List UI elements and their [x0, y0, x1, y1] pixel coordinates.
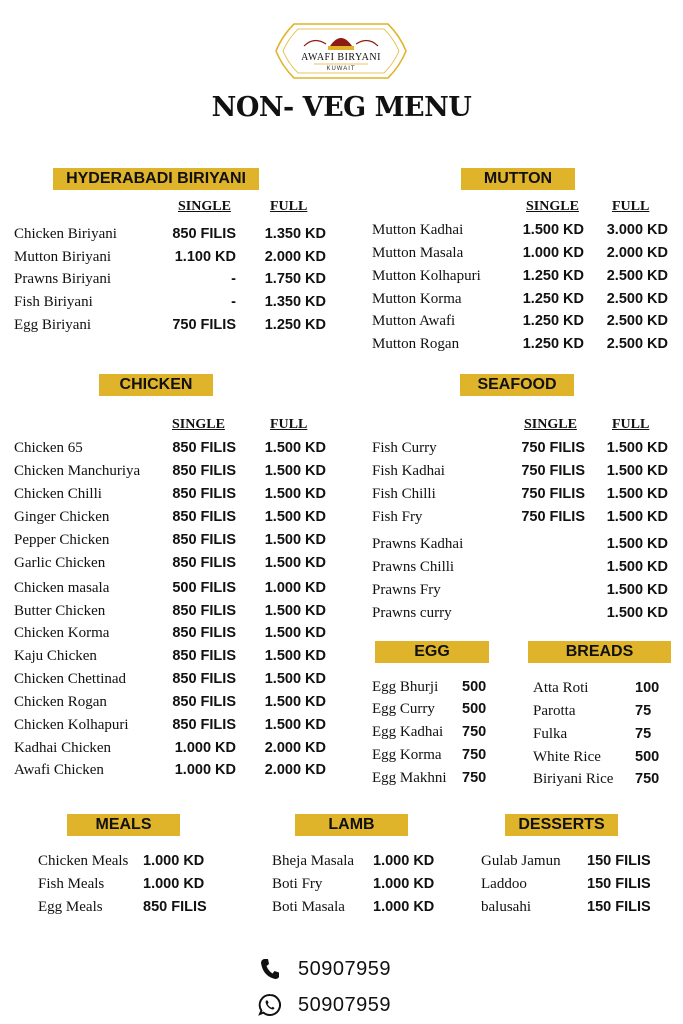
item-name: Mutton Kolhapuri [372, 268, 481, 284]
item-price-full: 1.500 KD [606, 509, 668, 525]
item-price: 150 FILIS [587, 876, 651, 892]
item-name: Mutton Awafi [372, 313, 456, 329]
menu-item [481, 876, 667, 896]
menu-item [14, 294, 326, 314]
item-price-single: 750 FILIS [521, 440, 585, 456]
item-price-full: 1.750 KD [264, 271, 326, 287]
column-single-hyderabadi: SINGLE [178, 199, 231, 214]
menu-item [272, 853, 453, 873]
page-title: NON- VEG MENU [211, 92, 472, 123]
item-price-full: 1.500 KD [606, 440, 668, 456]
menu-item [272, 876, 453, 896]
menu-item [372, 747, 542, 767]
item-name: balusahi [481, 899, 531, 915]
menu-item [372, 509, 668, 529]
item-name: Mutton Masala [372, 245, 464, 261]
item-price-single: 1.250 KD [522, 291, 584, 307]
item-name: Egg Makhni [372, 770, 447, 786]
menu-item [372, 605, 668, 625]
menu-item [14, 555, 326, 575]
menu-item [14, 249, 326, 269]
item-name: Boti Fry [272, 876, 323, 892]
section-header-meals: MEALS [67, 814, 180, 836]
brand-logo [274, 18, 408, 84]
item-name: Chicken Rogan [14, 694, 107, 710]
menu-item [533, 771, 683, 791]
item-name: Prawns curry [372, 605, 452, 621]
item-price-full: 1.000 KD [264, 580, 326, 596]
item-price-single: 850 FILIS [172, 648, 236, 664]
menu-item [14, 625, 326, 645]
item-price-full: 1.500 KD [264, 440, 326, 456]
item-price: 500 [462, 701, 487, 717]
item-price-full: 1.500 KD [264, 463, 326, 479]
menu-item [38, 899, 223, 919]
item-price-single: 850 FILIS [172, 555, 236, 571]
item-price-full: 2.500 KD [606, 336, 668, 352]
menu-item [14, 317, 326, 337]
item-price-full: 1.500 KD [606, 559, 668, 575]
item-name: Bheja Masala [272, 853, 355, 869]
item-name: Ginger Chicken [14, 509, 110, 525]
item-name: Fish Kadhai [372, 463, 445, 479]
item-price-full: 1.500 KD [606, 605, 668, 621]
item-price: 500 [635, 749, 660, 765]
item-price-single: 850 FILIS [172, 440, 236, 456]
column-full-chicken: FULL [270, 417, 308, 432]
brand-name: AWAFI BIRYANI [301, 52, 381, 63]
item-name: Atta Roti [533, 680, 589, 696]
item-price-single: 1.000 KD [522, 245, 584, 261]
column-full-mutton: FULL [612, 199, 650, 214]
item-price-full: 1.500 KD [606, 463, 668, 479]
item-price: 100 [635, 680, 660, 696]
item-price-full: 2.000 KD [264, 740, 326, 756]
item-name: Kadhai Chicken [14, 740, 112, 756]
section-header-desserts: DESSERTS [505, 814, 618, 836]
column-single-seafood: SINGLE [524, 417, 577, 432]
menu-item [372, 536, 668, 556]
item-price: 750 [462, 770, 487, 786]
item-name: Pepper Chicken [14, 532, 110, 548]
item-price: 850 FILIS [143, 899, 207, 915]
menu-item [372, 559, 668, 579]
menu-item [372, 770, 542, 790]
menu-item [533, 680, 683, 700]
item-name: Chicken Meals [38, 853, 129, 869]
item-price-full: 1.500 KD [606, 582, 668, 598]
whatsapp-number: 50907959 [298, 994, 391, 1016]
menu-item [372, 222, 668, 242]
section-header-lamb: LAMB [295, 814, 408, 836]
menu-item [14, 694, 326, 714]
item-price-full: 2.500 KD [606, 291, 668, 307]
menu-item [14, 648, 326, 668]
item-price-single: 850 FILIS [172, 463, 236, 479]
item-name: Prawns Biriyani [14, 271, 112, 287]
item-name: Chicken Chilli [14, 486, 102, 502]
item-price-full: 2.500 KD [606, 313, 668, 329]
section-header-mutton: MUTTON [461, 168, 575, 190]
item-name: Chicken Manchuriya [14, 463, 141, 479]
item-price-single: 1.100 KD [174, 249, 236, 265]
column-single-chicken: SINGLE [172, 417, 225, 432]
menu-item [533, 703, 683, 723]
item-name: Parotta [533, 703, 576, 719]
item-price-single: 850 FILIS [172, 717, 236, 733]
item-price-full: 2.000 KD [264, 249, 326, 265]
item-price: 1.000 KD [373, 876, 435, 892]
menu-item [14, 717, 326, 737]
item-name: Awafi Chicken [14, 762, 104, 778]
menu-item [272, 899, 453, 919]
item-price: 150 FILIS [587, 853, 651, 869]
item-name: Kaju Chicken [14, 648, 97, 664]
item-price: 150 FILIS [587, 899, 651, 915]
item-name: Egg Meals [38, 899, 103, 915]
item-price-single: 850 FILIS [172, 603, 236, 619]
item-price-full: 1.500 KD [264, 509, 326, 525]
menu-item [14, 226, 326, 246]
column-full-seafood: FULL [612, 417, 650, 432]
item-name: Chicken Kolhapuri [14, 717, 129, 733]
item-price-single: 500 FILIS [172, 580, 236, 596]
column-single-mutton: SINGLE [526, 199, 579, 214]
menu-item [481, 853, 667, 873]
column-full-hyderabadi: FULL [270, 199, 308, 214]
item-name: Mutton Kadhai [372, 222, 464, 238]
item-name: Boti Masala [272, 899, 345, 915]
item-price-single: 850 FILIS [172, 671, 236, 687]
menu-item [372, 724, 542, 744]
item-price: 1.000 KD [373, 899, 435, 915]
menu-item [372, 701, 542, 721]
menu-item [14, 762, 326, 782]
item-price-single: 850 FILIS [172, 486, 236, 502]
item-name: Egg Korma [372, 747, 442, 763]
item-name: Prawns Chilli [372, 559, 455, 575]
menu-item [14, 440, 326, 460]
item-price-full: 2.500 KD [606, 268, 668, 284]
item-name: Prawns Fry [372, 582, 441, 598]
menu-item [372, 291, 668, 311]
item-name: Fish Meals [38, 876, 105, 892]
menu-item [372, 679, 542, 699]
item-name: Garlic Chicken [14, 555, 106, 571]
item-price-single: 1.250 KD [522, 313, 584, 329]
item-name: Fish Curry [372, 440, 437, 456]
brand-subtitle: KUWAIT [326, 66, 356, 72]
item-price-single: 750 FILIS [521, 486, 585, 502]
item-price-full: 2.000 KD [606, 245, 668, 261]
item-price-full: 3.000 KD [606, 222, 668, 238]
menu-item [372, 313, 668, 333]
item-name: Fish Biriyani [14, 294, 93, 310]
menu-item [38, 853, 223, 873]
menu-item [14, 509, 326, 529]
menu-item [372, 463, 668, 483]
section-header-breads: BREADS [528, 641, 671, 663]
item-name: Prawns Kadhai [372, 536, 464, 552]
item-price-single: 850 FILIS [172, 509, 236, 525]
menu-item [372, 245, 668, 265]
item-name: Mutton Biriyani [14, 249, 112, 265]
menu-item [14, 580, 326, 600]
item-price-single: 850 FILIS [172, 625, 236, 641]
item-name: Fish Chilli [372, 486, 436, 502]
section-header-seafood: SEAFOOD [460, 374, 574, 396]
menu-item [14, 671, 326, 691]
item-price-single: 850 FILIS [172, 532, 236, 548]
section-header-egg: EGG [375, 641, 489, 663]
menu-item [14, 532, 326, 552]
item-price-full: 1.500 KD [606, 536, 668, 552]
item-price-full: 1.500 KD [264, 671, 326, 687]
menu-item [14, 740, 326, 760]
phone-number: 50907959 [298, 958, 391, 980]
item-price-single: 1.250 KD [522, 268, 584, 284]
item-name: Butter Chicken [14, 603, 106, 619]
menu-item [14, 463, 326, 483]
item-price-single: 750 FILIS [521, 509, 585, 525]
item-name: Egg Bhurji [372, 679, 439, 695]
item-price-single: 850 FILIS [172, 226, 236, 242]
item-price: 1.000 KD [373, 853, 435, 869]
section-header-chicken: CHICKEN [99, 374, 213, 396]
item-price-full: 1.500 KD [264, 625, 326, 641]
item-price-full: 1.500 KD [264, 555, 326, 571]
item-price-full: 1.500 KD [264, 648, 326, 664]
item-name: Chicken 65 [14, 440, 83, 456]
menu-item [372, 268, 668, 288]
item-price: 75 [635, 703, 652, 719]
item-name: Fulka [533, 726, 568, 742]
menu-item [14, 271, 326, 291]
item-name: Chicken Chettinad [14, 671, 127, 687]
item-name: Egg Biriyani [14, 317, 92, 333]
item-price-single: 1.500 KD [522, 222, 584, 238]
menu-item [533, 749, 683, 769]
item-price-full: 1.250 KD [264, 317, 326, 333]
menu-item [533, 726, 683, 746]
item-price-full: 1.500 KD [264, 717, 326, 733]
item-name: White Rice [533, 749, 601, 765]
item-price-full: 1.500 KD [264, 532, 326, 548]
menu-item [372, 440, 668, 460]
menu-item [14, 486, 326, 506]
item-price-single: - [231, 294, 236, 310]
item-name: Biriyani Rice [533, 771, 614, 787]
item-name: Fish Fry [372, 509, 423, 525]
item-price-full: 1.500 KD [606, 486, 668, 502]
phone-icon [260, 958, 280, 980]
item-price: 750 [462, 724, 487, 740]
item-price: 1.000 KD [143, 876, 205, 892]
menu-item [372, 486, 668, 506]
item-price-full: 1.500 KD [264, 603, 326, 619]
item-name: Gulab Jamun [481, 853, 561, 869]
item-price-single: 1.250 KD [522, 336, 584, 352]
menu-item [481, 899, 667, 919]
menu-item [14, 603, 326, 623]
section-header-hyderabadi: HYDERABADI BIRIYANI [53, 168, 259, 190]
item-price-single: 750 FILIS [521, 463, 585, 479]
menu-item [38, 876, 223, 896]
item-price: 1.000 KD [143, 853, 205, 869]
item-price-full: 1.350 KD [264, 226, 326, 242]
item-price-single: 1.000 KD [174, 740, 236, 756]
item-price-single: 1.000 KD [174, 762, 236, 778]
item-price-full: 1.500 KD [264, 694, 326, 710]
whatsapp-icon [258, 993, 282, 1017]
item-price-single: 750 FILIS [172, 317, 236, 333]
item-price-full: 1.350 KD [264, 294, 326, 310]
item-name: Mutton Rogan [372, 336, 460, 352]
menu-item [372, 582, 668, 602]
item-name: Egg Kadhai [372, 724, 444, 740]
item-price: 75 [635, 726, 652, 742]
item-name: Chicken Biriyani [14, 226, 117, 242]
item-name: Chicken Korma [14, 625, 110, 641]
item-price: 750 [635, 771, 660, 787]
logo-badge-icon [274, 18, 408, 84]
menu-item [372, 336, 668, 356]
item-price-single: 850 FILIS [172, 694, 236, 710]
item-name: Laddoo [481, 876, 527, 892]
item-price-single: - [231, 271, 236, 287]
item-price-full: 2.000 KD [264, 762, 326, 778]
item-name: Chicken masala [14, 580, 110, 596]
item-price: 500 [462, 679, 487, 695]
item-name: Mutton Korma [372, 291, 462, 307]
item-price: 750 [462, 747, 487, 763]
item-price-full: 1.500 KD [264, 486, 326, 502]
item-name: Egg Curry [372, 701, 435, 717]
